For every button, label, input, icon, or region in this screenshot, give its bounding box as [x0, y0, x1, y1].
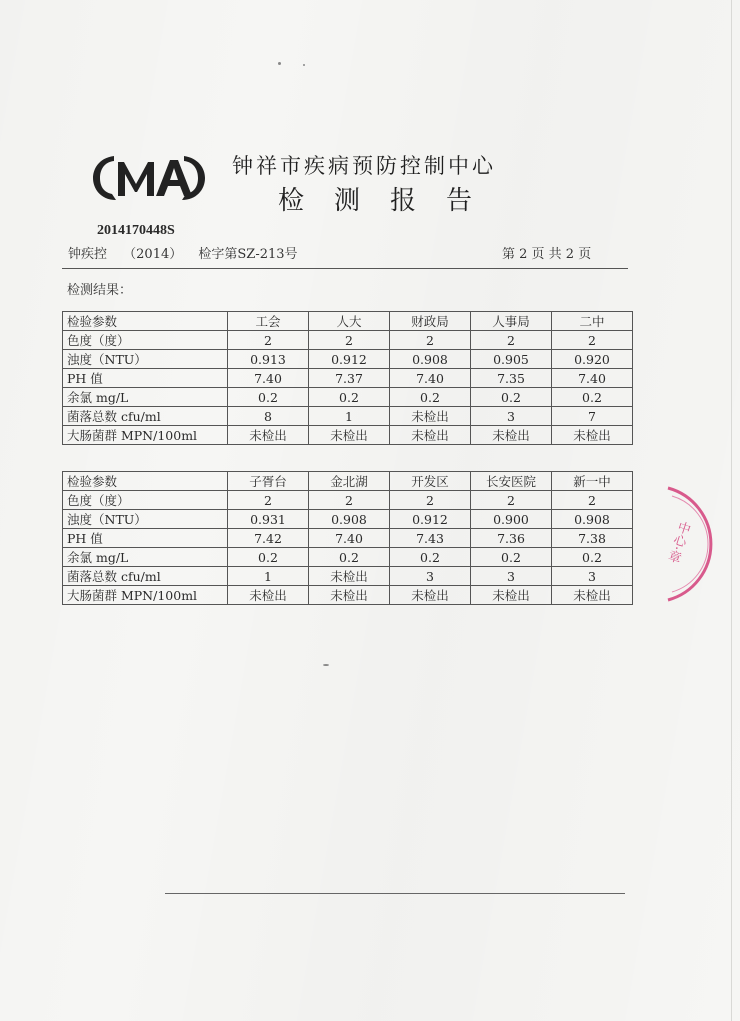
paper-speck — [323, 664, 329, 666]
value-cell: 7.36 — [471, 529, 552, 548]
official-stamp — [664, 482, 724, 606]
param-cell: 大肠菌群 MPN/100ml — [63, 426, 228, 445]
table-row — [63, 350, 633, 369]
param-cell: 菌落总数 cfu/ml — [63, 567, 228, 586]
table-row — [63, 331, 633, 350]
value-cell: 8 — [228, 407, 309, 426]
param-cell: 浊度（NTU） — [63, 350, 228, 369]
param-header-cell: 检验参数 — [63, 472, 228, 491]
site-header-cell: 开发区 — [390, 472, 471, 491]
site-header-cell: 新一中 — [552, 472, 633, 491]
table-row — [63, 586, 633, 605]
param-cell: 大肠菌群 MPN/100ml — [63, 586, 228, 605]
value-cell: 2 — [228, 331, 309, 350]
table-row — [63, 529, 633, 548]
value-cell: 未检出 — [309, 586, 390, 605]
param-cell: 余氯 mg/L — [63, 548, 228, 567]
value-cell: 2 — [309, 331, 390, 350]
ref-code: 检字第SZ-213号 — [198, 247, 298, 262]
site-header-cell: 人事局 — [471, 312, 552, 331]
cma-logo-text: CMA — [90, 150, 93, 151]
ref-org: 钟疾控 — [68, 247, 108, 262]
value-cell: 7 — [552, 407, 633, 426]
value-cell: 2 — [552, 331, 633, 350]
table-row — [63, 567, 633, 586]
value-cell: 7.40 — [552, 369, 633, 388]
param-cell: 浊度（NTU） — [63, 510, 228, 529]
value-cell: 0.920 — [552, 350, 633, 369]
table-row — [63, 388, 633, 407]
value-cell: 未检出 — [309, 426, 390, 445]
value-cell: 2 — [552, 491, 633, 510]
table-header-row — [63, 472, 633, 491]
value-cell: 0.2 — [228, 388, 309, 407]
value-cell: 0.912 — [309, 350, 390, 369]
value-cell: 未检出 — [390, 586, 471, 605]
value-cell: 0.2 — [309, 548, 390, 567]
doc-title: 检测报告 — [278, 186, 503, 216]
param-cell: PH 值 — [63, 529, 228, 548]
value-cell: 1 — [309, 407, 390, 426]
value-cell: 0.908 — [309, 510, 390, 529]
table-row — [63, 548, 633, 567]
value-cell: 0.931 — [228, 510, 309, 529]
value-cell: 7.43 — [390, 529, 471, 548]
value-cell: 0.2 — [552, 548, 633, 567]
value-cell: 0.2 — [471, 548, 552, 567]
site-header-cell: 二中 — [552, 312, 633, 331]
value-cell: 0.2 — [552, 388, 633, 407]
value-cell: 7.42 — [228, 529, 309, 548]
param-header-cell: 检验参数 — [63, 312, 228, 331]
value-cell: 0.2 — [228, 548, 309, 567]
stamp-text: 中心·章 — [664, 518, 692, 565]
ref-year: （2014） — [123, 247, 183, 262]
value-cell: 未检出 — [471, 586, 552, 605]
value-cell: 0.2 — [390, 548, 471, 567]
site-header-cell: 工会 — [228, 312, 309, 331]
header-divider — [62, 268, 628, 269]
site-header-cell: 长安医院 — [471, 472, 552, 491]
results-label: 检测结果： — [67, 283, 133, 298]
cma-logo — [90, 150, 208, 206]
value-cell: 2 — [309, 491, 390, 510]
value-cell: 未检出 — [309, 567, 390, 586]
value-cell: 3 — [390, 567, 471, 586]
value-cell: 未检出 — [228, 586, 309, 605]
site-header-cell: 金北湖 — [309, 472, 390, 491]
value-cell: 2 — [228, 491, 309, 510]
param-cell: 菌落总数 cfu/ml — [63, 407, 228, 426]
results-table-1 — [62, 311, 633, 445]
value-cell: 7.40 — [228, 369, 309, 388]
table-row — [63, 426, 633, 445]
value-cell: 未检出 — [228, 426, 309, 445]
value-cell: 0.900 — [471, 510, 552, 529]
value-cell: 2 — [390, 491, 471, 510]
value-cell: 3 — [471, 567, 552, 586]
value-cell: 2 — [471, 491, 552, 510]
reference-number — [68, 243, 310, 262]
value-cell: 0.2 — [471, 388, 552, 407]
results-table-2 — [62, 471, 633, 605]
page-edge — [731, 0, 732, 1021]
footer-divider — [165, 893, 625, 894]
value-cell: 0.2 — [309, 388, 390, 407]
table-row — [63, 491, 633, 510]
value-cell: 未检出 — [471, 426, 552, 445]
value-cell: 0.908 — [552, 510, 633, 529]
value-cell: 2 — [471, 331, 552, 350]
value-cell: 7.40 — [309, 529, 390, 548]
site-header-cell: 人大 — [309, 312, 390, 331]
value-cell: 7.35 — [471, 369, 552, 388]
value-cell: 未检出 — [552, 426, 633, 445]
value-cell: 2 — [390, 331, 471, 350]
param-cell: 色度（度） — [63, 331, 228, 350]
cert-number: 2014170448S — [97, 223, 175, 238]
value-cell: 未检出 — [552, 586, 633, 605]
table-row — [63, 510, 633, 529]
value-cell: 3 — [552, 567, 633, 586]
value-cell: 7.37 — [309, 369, 390, 388]
org-name: 钟祥市疾病预防控制中心 — [232, 154, 496, 178]
page-number: 第 2 页 共 2 页 — [502, 247, 592, 262]
paper-speck — [303, 64, 305, 66]
value-cell: 3 — [471, 407, 552, 426]
param-cell: PH 值 — [63, 369, 228, 388]
table-row — [63, 407, 633, 426]
value-cell: 1 — [228, 567, 309, 586]
table-row — [63, 369, 633, 388]
value-cell: 7.38 — [552, 529, 633, 548]
value-cell: 未检出 — [390, 426, 471, 445]
value-cell: 7.40 — [390, 369, 471, 388]
value-cell: 0.912 — [390, 510, 471, 529]
value-cell: 0.2 — [390, 388, 471, 407]
table-header-row — [63, 312, 633, 331]
site-header-cell: 财政局 — [390, 312, 471, 331]
param-cell: 余氯 mg/L — [63, 388, 228, 407]
value-cell: 0.908 — [390, 350, 471, 369]
value-cell: 0.905 — [471, 350, 552, 369]
param-cell: 色度（度） — [63, 491, 228, 510]
value-cell: 未检出 — [390, 407, 471, 426]
paper-speck — [278, 62, 281, 65]
value-cell: 0.913 — [228, 350, 309, 369]
site-header-cell: 子胥台 — [228, 472, 309, 491]
